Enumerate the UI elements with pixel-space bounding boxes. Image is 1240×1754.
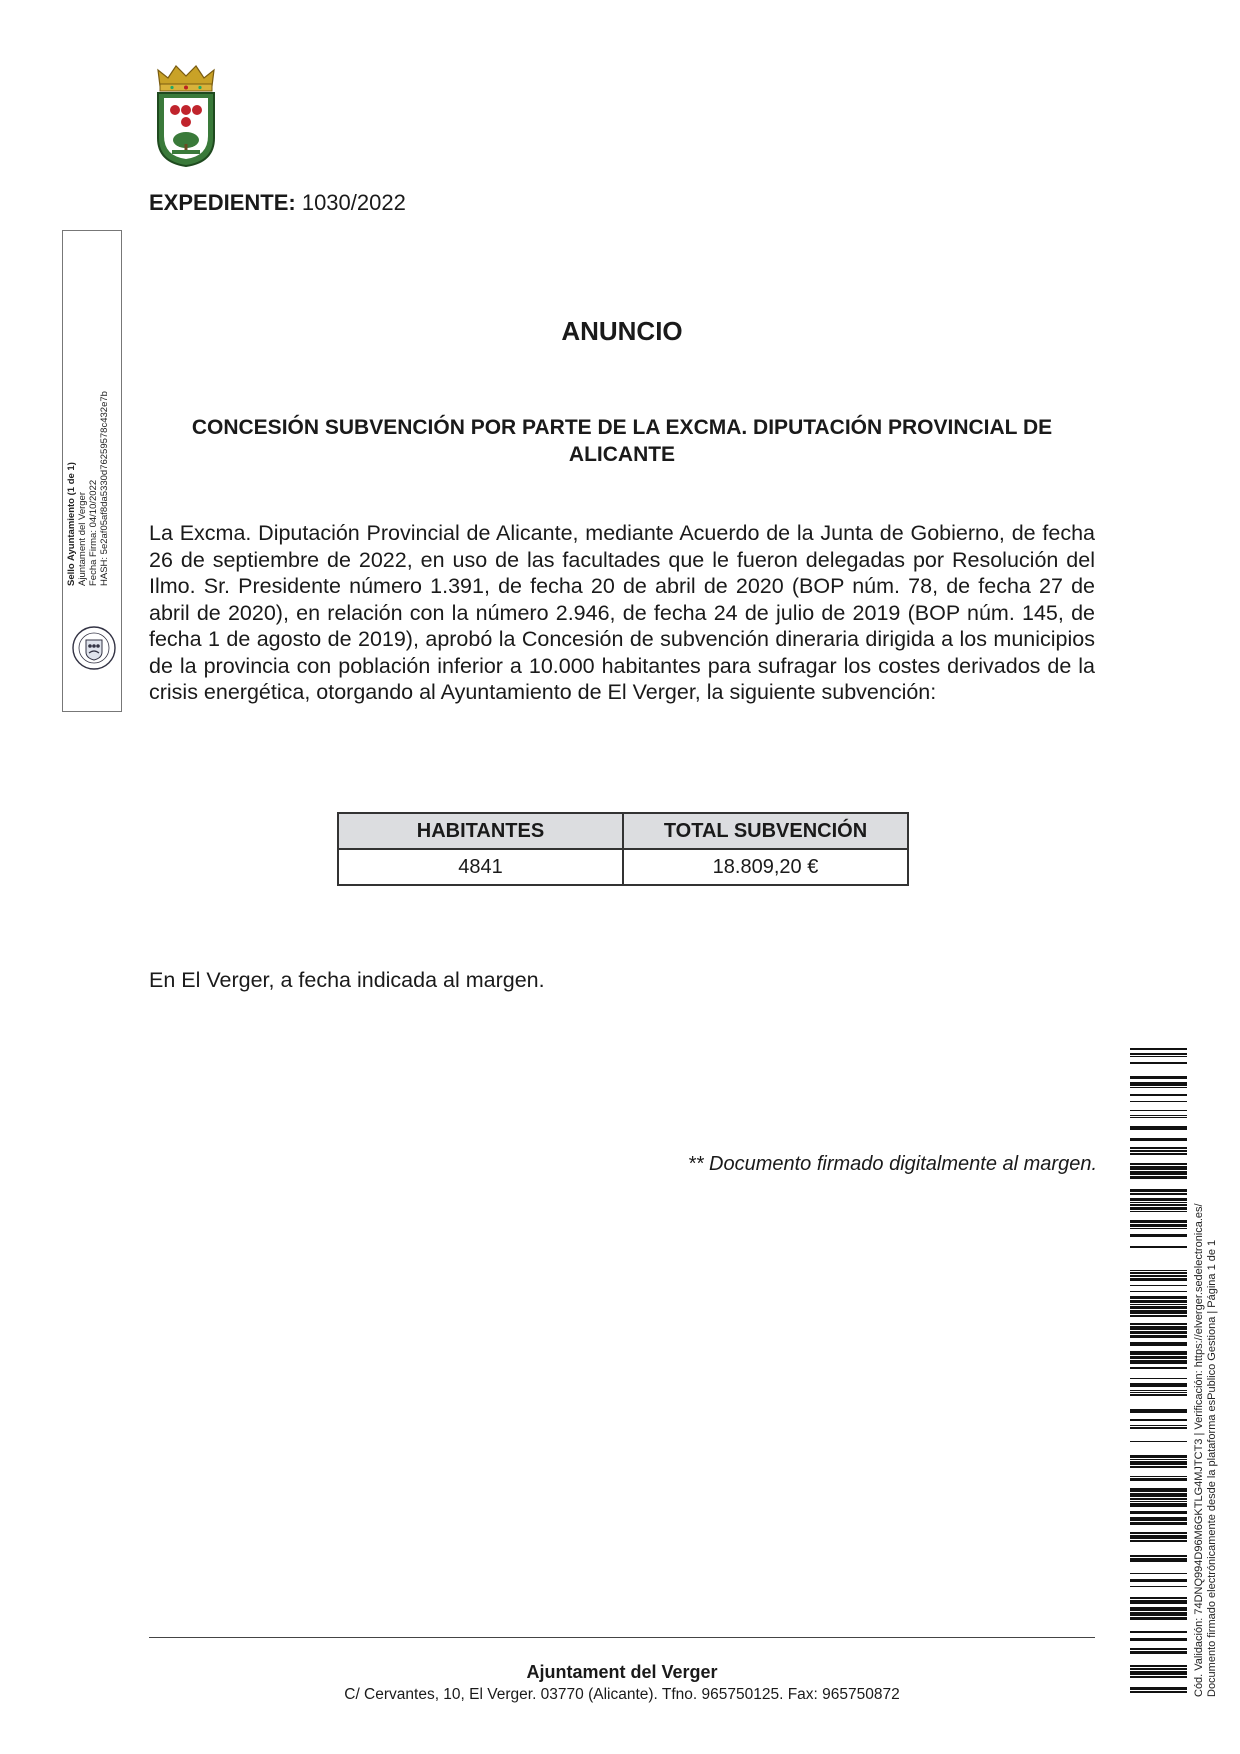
validation-text: [1193, 1057, 1219, 1697]
barcode-bar: [1130, 1211, 1187, 1212]
barcode-bar: [1130, 1535, 1187, 1539]
barcode-bar: [1130, 1094, 1187, 1096]
barcode-bar: [1130, 1193, 1187, 1195]
barcode-bar: [1130, 1296, 1187, 1299]
barcode-bar: [1130, 1228, 1187, 1229]
barcode-bar: [1130, 1687, 1187, 1690]
footer-address: C/ Cervantes, 10, El Verger. 03770 (Alicante). Tfno. 965750125. Fax: 965750872: [344, 1686, 900, 1703]
barcode-bar: [1130, 1648, 1187, 1650]
barcode-bar: [1130, 1198, 1187, 1201]
stamp-line-4: HASH: 5e2af05af8da5330d76259578c432e7b: [99, 391, 110, 586]
barcode-bar: [1130, 1335, 1187, 1338]
barcode-bar: [1130, 1300, 1187, 1303]
barcode-bar: [1130, 1115, 1187, 1116]
barcode-bar: [1130, 1478, 1187, 1481]
barcode-bar: [1130, 1356, 1187, 1359]
barcode-bar: [1130, 1425, 1187, 1426]
barcode-bar: [1130, 1540, 1187, 1542]
barcode-bar: [1130, 1207, 1187, 1210]
barcode-bar: [1130, 1394, 1187, 1396]
barcode-bar: [1130, 1224, 1187, 1227]
closing-line: En El Verger, a fecha indicada al margen.: [149, 968, 545, 992]
barcode-bar: [1130, 1056, 1187, 1057]
barcode-bar: [1130, 1493, 1187, 1497]
coat-of-arms-logo: [150, 60, 222, 170]
barcode-bar: [1130, 1427, 1187, 1429]
barcode-bar: [1130, 1331, 1187, 1334]
barcode-bar: [1130, 1617, 1187, 1620]
barcode-bar: [1130, 1612, 1187, 1616]
footer-organization-name: Ajuntament del Verger: [526, 1662, 718, 1682]
barcode-bar: [1130, 1579, 1187, 1582]
stamp-line-1: Sello Ayuntamiento (1 de 1): [66, 462, 77, 586]
barcode-bar: [1130, 1101, 1187, 1102]
expediente-value: 1030/2022: [301, 190, 406, 215]
barcode-bar: [1130, 1176, 1187, 1179]
barcode-bar: [1130, 1532, 1187, 1534]
barcode-bar: [1130, 1503, 1187, 1507]
barcode-bar: [1130, 1409, 1187, 1413]
document-subtitle: CONCESIÓN SUBVENCIÓN POR PARTE DE LA EXCMA. DIPUTACIÓN PROVINCIAL DE ALICANTE: [191, 416, 1053, 466]
barcode-bar: [1130, 1291, 1187, 1292]
barcode-bar: [1130, 1204, 1187, 1206]
barcode-bar: [1130, 1671, 1187, 1675]
barcode-bar: [1130, 1087, 1187, 1088]
barcode-bar: [1130, 1383, 1187, 1387]
barcode-bar: [1130, 1310, 1187, 1314]
barcode-bar: [1130, 1163, 1187, 1165]
barcode-bar: [1130, 1246, 1187, 1248]
barcode-bar: [1130, 1488, 1187, 1492]
barcode-bar: [1130, 1367, 1187, 1369]
page-title: ANUNCIO: [561, 316, 683, 346]
barcode-bar: [1130, 1573, 1187, 1574]
tree-icon: [172, 132, 200, 154]
table-header-row: [338, 813, 908, 849]
barcode-bar: [1130, 1076, 1187, 1079]
column-header-total-subvencion: TOTAL SUBVENCIÓN: [623, 813, 908, 849]
table-row: [338, 849, 908, 885]
barcode-bar: [1130, 1558, 1187, 1562]
barcode-bar: [1130, 1498, 1187, 1500]
barcode-bar: [1130, 1676, 1187, 1678]
validation-line-1: Cód. Validación: 74DNQ994D96M6GKTLG4MJTCT3 | Verificación: https://elverger.sedelectronica.es/: [1193, 1203, 1205, 1697]
barcode-bar: [1130, 1126, 1187, 1130]
barcode-bar: [1130, 1461, 1187, 1465]
digital-signature-note: ** Documento firmado digitalmente al margen.: [687, 1153, 1097, 1175]
barcode-bar: [1130, 1062, 1187, 1064]
barcode-bar: [1130, 1117, 1187, 1118]
footer-divider: [149, 1637, 1095, 1638]
barcode-bar: [1130, 1278, 1187, 1281]
barcode-bar: [1130, 1597, 1187, 1599]
barcode-bar: [1130, 1501, 1187, 1502]
barcode-bar: [1130, 1138, 1187, 1141]
barcode-bar: [1130, 1323, 1187, 1325]
barcode-bar: [1130, 1150, 1187, 1152]
barcode-bar: [1130, 1147, 1187, 1149]
barcode-bar: [1130, 1270, 1187, 1271]
barcode-bar: [1130, 1360, 1187, 1364]
stamp-line-3: Fecha Firma: 04/10/2022: [88, 479, 99, 586]
barcode-bar: [1130, 1638, 1187, 1641]
barcode-bar: [1130, 1600, 1187, 1604]
barcode-bar: [1130, 1466, 1187, 1468]
barcode-bar: [1130, 1392, 1187, 1393]
seal-icon: [69, 620, 119, 676]
cell-total-subvencion: 18.809,20 €: [623, 849, 908, 885]
barcode-bar: [1130, 1441, 1187, 1442]
barcode-bar: [1130, 1342, 1187, 1346]
column-header-habitantes: HABITANTES: [338, 813, 623, 849]
expediente-label: EXPEDIENTE:: [149, 190, 296, 215]
barcode-bar: [1130, 1048, 1187, 1050]
barcode-bar: [1130, 1522, 1187, 1525]
barcode-icon: [1130, 1048, 1187, 1694]
barcode-bar: [1130, 1202, 1187, 1203]
barcode-bar: [1130, 1275, 1187, 1277]
barcode-bar: [1130, 1285, 1187, 1286]
barcode-bar: [1130, 1631, 1187, 1633]
barcode-bar: [1130, 1691, 1187, 1693]
barcode-bar: [1130, 1189, 1187, 1192]
expediente-number: [149, 190, 406, 216]
barcode-bar: [1130, 1517, 1187, 1521]
stamp-line-2: Ajuntament del Verger: [77, 491, 88, 586]
barcode-bar: [1130, 1607, 1187, 1611]
barcode-bar: [1130, 1476, 1187, 1477]
cell-habitantes: 4841: [338, 849, 623, 885]
barcode-bar: [1130, 1304, 1187, 1305]
barcode-bar: [1130, 1326, 1187, 1330]
barcode-bar: [1130, 1459, 1187, 1460]
crown-icon: [158, 66, 214, 91]
barcode-bar: [1130, 1511, 1187, 1514]
barcode-bar: [1130, 1651, 1187, 1654]
barcode-bar: [1130, 1234, 1187, 1237]
barcode-bar: [1130, 1586, 1187, 1587]
barcode-bar: [1130, 1419, 1187, 1421]
barcode-bar: [1130, 1315, 1187, 1317]
barcode-bar: [1130, 1082, 1187, 1086]
barcode-bar: [1130, 1555, 1187, 1557]
barcode-bar: [1130, 1166, 1187, 1170]
barcode-bar: [1130, 1272, 1187, 1274]
barcode-bar: [1130, 1665, 1187, 1667]
digital-stamp-text: [66, 366, 110, 586]
barcode-bar: [1130, 1378, 1187, 1379]
validation-line-2: Documento firmado electrónicamente desde la plataforma esPublico Gestiona | Página 1 de 1: [1206, 1239, 1218, 1697]
barcode-bar: [1130, 1171, 1187, 1175]
subsidy-table: [337, 812, 909, 886]
barcode-bar: [1130, 1306, 1187, 1309]
barcode-bar: [1130, 1351, 1187, 1355]
barcode-bar: [1130, 1220, 1187, 1223]
barcode-bar: [1130, 1455, 1187, 1458]
barcode-bar: [1130, 1668, 1187, 1670]
barcode-bar: [1130, 1390, 1187, 1391]
barcode-bar: [1130, 1053, 1187, 1055]
barcode-bar: [1130, 1110, 1187, 1111]
barcode-bar: [1130, 1153, 1187, 1155]
document-body-paragraph: La Excma. Diputación Provincial de Alicante, mediante Acuerdo de la Junta de Gobierno, de fecha 26 de septiembre de 2022, en uso de las facultades que le fueron delegadas por Resolución del Ilmo. Sr. Presidente número 1.391, de fecha 20 de abril de 2020 (BOP núm. 78, de fecha 27 de abril de 2020), en relación con la número 2.946, de fecha 24 de julio de 2019 (BOP núm. 145, de fecha 1 de agosto de 2019), aprobó la Concesión de subvención dineraria dirigida a los municipios de la provincia con población inferior a 10.000 habitantes para sufragar los costes derivados de la crisis energética, otorgando al Ayuntamiento de El Verger, la siguiente subvención:: [149, 521, 1095, 704]
